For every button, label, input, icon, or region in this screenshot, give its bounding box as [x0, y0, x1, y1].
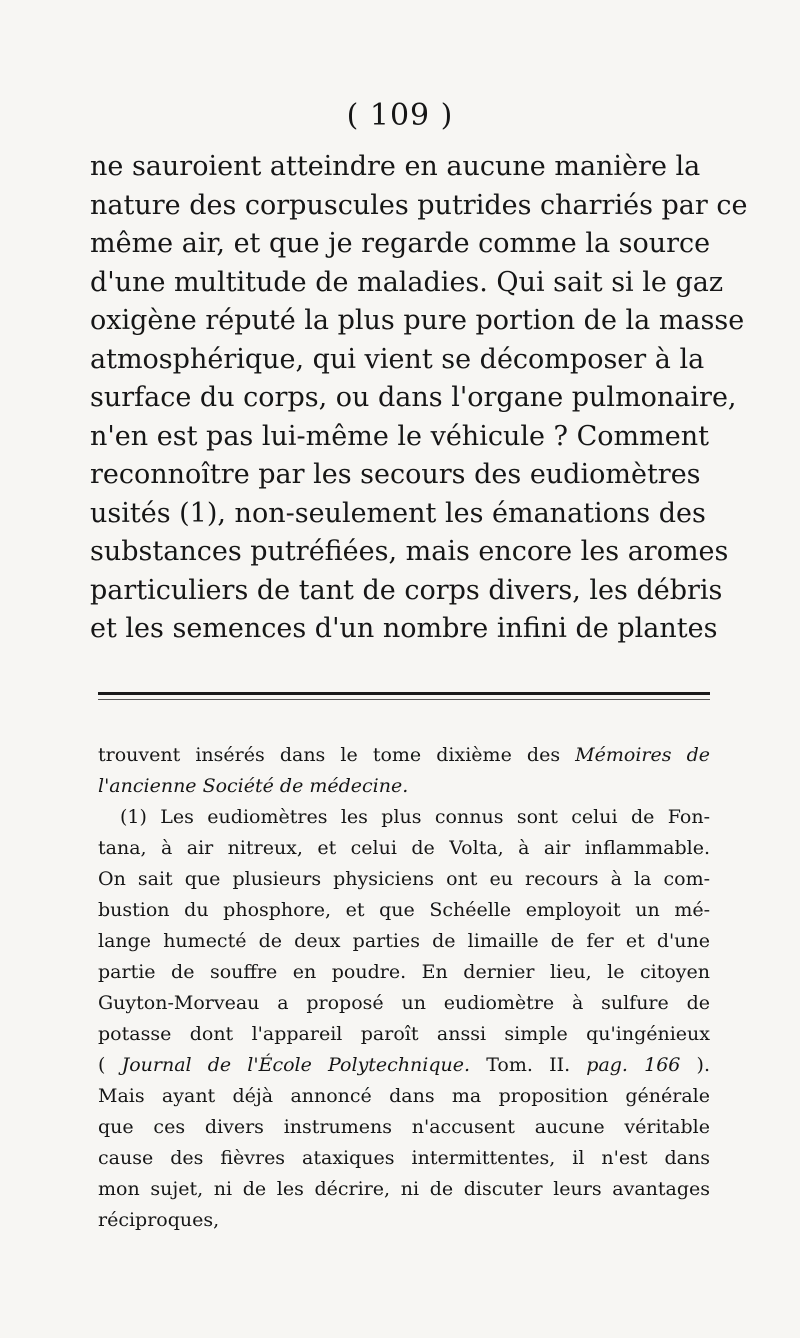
footnote-line: l'ancienne Société de médecine. — [98, 775, 409, 797]
body-line: ne sauroient atteindre en aucune manière la — [90, 151, 701, 182]
footnote-line: On sait que plusieurs physiciens ont eu recours à la com- — [98, 868, 710, 890]
footnotes — [98, 740, 710, 1236]
footnote-line: trouvent insérés dans le tome dixième des Mémoires de — [98, 744, 710, 766]
footnote-line: mon sujet, ni de les décrire, ni de discuter leurs avantages — [98, 1178, 710, 1200]
body-line: n'en est pas lui-même le véhicule ? Comment — [90, 420, 709, 452]
body-line: atmosphérique, qui vient se décomposer à la — [90, 343, 705, 375]
main-text — [90, 148, 748, 649]
page-number: ( 109 ) — [346, 98, 454, 133]
footnote-line: bustion du phosphore, et que Schéelle employoit un mé- — [98, 899, 710, 921]
footnote-line: que ces divers instrumens n'accusent aucune véritable — [98, 1116, 710, 1138]
footnote-separator-rule — [98, 692, 710, 695]
footnote-line: ( Journal de l'École Polytechnique. Tom. II. pag. 166 ). — [98, 1054, 711, 1076]
body-line: particuliers de tant de corps divers, les débris — [90, 574, 723, 606]
body-line: oxigène réputé la plus pure portion de la masse — [90, 305, 745, 336]
footnote-line: potasse dont l'appareil paroît anssi simple qu'ingénieux — [98, 1023, 710, 1045]
footnote-line: cause des fièvres ataxiques intermittentes, il n'est dans — [98, 1147, 710, 1169]
footnote-line: Guyton-Morveau a proposé un eudiomètre à sulfure de — [98, 992, 710, 1014]
body-line: et les semences d'un nombre infini de plantes — [90, 613, 718, 644]
body-line: nature des corpuscules putrides charriés par ce — [90, 189, 748, 221]
footnote-line: réciproques, — [98, 1209, 220, 1231]
footnote-line: (1) Les eudiomètres les plus connus sont celui de Fon- — [120, 806, 710, 828]
footnote-separator-rule-thin — [98, 699, 710, 700]
footnote-line: tana, à air nitreux, et celui de Volta, à air inflammable. — [98, 837, 710, 859]
body-line: surface du corps, ou dans l'organe pulmonaire, — [90, 382, 737, 413]
body-line: reconnoître par les secours des eudiomètres — [90, 459, 701, 490]
body-line: substances putréfiées, mais encore les aromes — [90, 536, 729, 567]
body-line: usités (1), non-seulement les émanations des — [90, 497, 706, 529]
footnote-line: partie de souffre en poudre. En dernier lieu, le citoyen — [98, 961, 710, 983]
footnote-line: Mais ayant déjà annoncé dans ma proposition générale — [98, 1085, 710, 1107]
footnote-line: lange humecté de deux parties de limaille de fer et d'une — [98, 930, 710, 952]
body-line: même air, et que je regarde comme la source — [90, 228, 711, 259]
body-line: d'une multitude de maladies. Qui sait si le gaz — [90, 266, 724, 298]
